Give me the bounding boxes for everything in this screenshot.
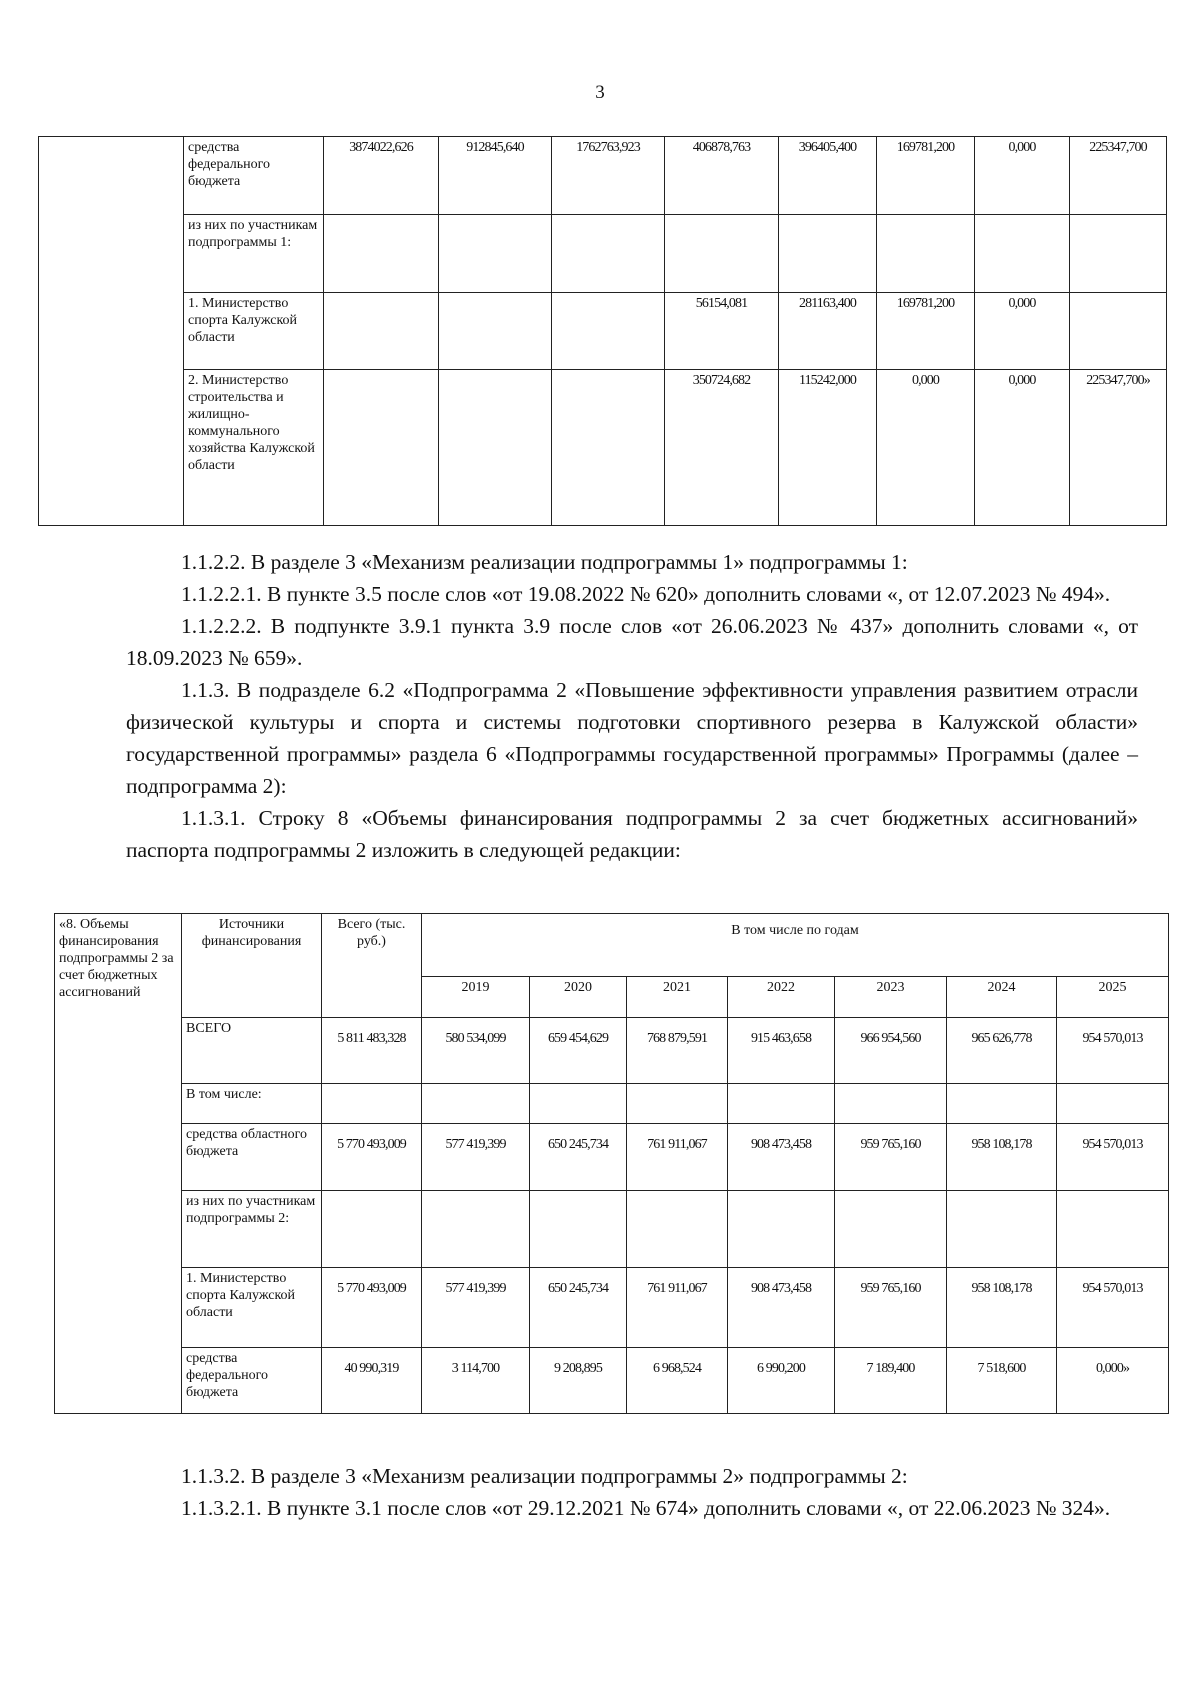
table2-cell: 580 534,099 (422, 1018, 530, 1084)
table1-row (39, 293, 1167, 370)
table2-cell: 958 108,178 (947, 1268, 1057, 1348)
table2-row-header: «8. Объемы финансирования подпрограммы 2 за счет бюджетных ассигнований (55, 914, 182, 1414)
table2-year-header: 2020 (530, 977, 627, 1018)
table2-cell (835, 1191, 947, 1268)
table1-cell (552, 293, 665, 370)
table1-cell: 0,000 (975, 137, 1070, 215)
table2-cell (1057, 1191, 1169, 1268)
table2-total-cell: 5 770 493,009 (322, 1124, 422, 1191)
table1-row (39, 137, 1167, 215)
table2-col-by-years: В том числе по годам (422, 914, 1169, 977)
page-number: 3 (595, 82, 605, 103)
table1-cell (1070, 215, 1167, 293)
table2-cell: 768 879,591 (627, 1018, 728, 1084)
paragraph: 1.1.2.2.1. В пункте 3.5 после слов «от 19.08.2022 № 620» дополнить словами «, от 12.07.2023 № 494». (181, 582, 1111, 606)
table1-cell (975, 215, 1070, 293)
table2-cell: 959 765,160 (835, 1268, 947, 1348)
table2-row (55, 1268, 1169, 1348)
table2-total-cell: 40 990,319 (322, 1348, 422, 1414)
table2-row (55, 1018, 1169, 1084)
table2-cell: 9 208,895 (530, 1348, 627, 1414)
table1-cell: 56154,081 (665, 293, 779, 370)
table2-row-label: В том числе: (182, 1084, 322, 1124)
table1-cell (324, 293, 439, 370)
table2-cell: 954 570,013 (1057, 1268, 1169, 1348)
table2-cell: 650 245,734 (530, 1268, 627, 1348)
paragraph: 1.1.3. В подразделе 6.2 «Подпрограмма 2 «Повышение эффективности управления развитием отрасли физической культуры и спорта и системы подготовки спортивного резерва в Калужской области» государственной программы» раздела 6 «Подпрограммы государственной программы» Программы (далее – подпрограмма 2): (126, 678, 1138, 798)
table1-cell (877, 215, 975, 293)
table1-cell: 396405,400 (779, 137, 877, 215)
table1-cell: 1762763,923 (552, 137, 665, 215)
table2-cell: 761 911,067 (627, 1268, 728, 1348)
table2-cell (627, 1191, 728, 1268)
table2-cell: 959 765,160 (835, 1124, 947, 1191)
table2-total-cell: 5 811 483,328 (322, 1018, 422, 1084)
table2-cell (422, 1084, 530, 1124)
paragraph: 1.1.3.2.1. В пункте 3.1 после слов «от 29.12.2021 № 674» дополнить словами «, от 22.06.2023 № 324». (181, 1496, 1111, 1520)
table2-cell (728, 1191, 835, 1268)
table2-cell: 908 473,458 (728, 1124, 835, 1191)
table2-row (55, 1348, 1169, 1414)
table2-cell (627, 1084, 728, 1124)
table1-empty-first-column (39, 137, 184, 526)
table1-row-label: средства федерального бюджета (184, 137, 324, 215)
table1-cell: 169781,200 (877, 137, 975, 215)
table2-cell: 659 454,629 (530, 1018, 627, 1084)
table2-row-label: средства областного бюджета (182, 1124, 322, 1191)
table1-cell: 115242,000 (779, 370, 877, 526)
table2-cell: 3 114,700 (422, 1348, 530, 1414)
table2-col-source: Источники финансирования (182, 914, 322, 1018)
funding-table-subprogram-2 (54, 913, 1169, 1414)
paragraph: 1.1.2.2. В разделе 3 «Механизм реализации подпрограммы 1» подпрограммы 1: (181, 550, 908, 574)
table1-cell: 225347,700 (1070, 137, 1167, 215)
table1-cell (552, 370, 665, 526)
table2-cell: 650 245,734 (530, 1124, 627, 1191)
table2-row-label: средства федерального бюджета (182, 1348, 322, 1414)
table2-total-cell (322, 1084, 422, 1124)
table2-cell (530, 1084, 627, 1124)
table1-cell: 0,000 (975, 293, 1070, 370)
paragraphs-block-1 (126, 546, 1138, 866)
table2-cell (728, 1084, 835, 1124)
paragraph: 1.1.2.2.2. В подпункте 3.9.1 пункта 3.9 после слов «от 26.06.2023 № 437» дополнить словами «, от 18.09.2023 № 659». (126, 614, 1138, 670)
table1-cell (779, 215, 877, 293)
table1-cell (324, 370, 439, 526)
table2-year-header: 2024 (947, 977, 1057, 1018)
table2-col-total: Всего (тыс. руб.) (322, 914, 422, 1018)
table1-cell (552, 215, 665, 293)
table2-cell: 577 419,399 (422, 1268, 530, 1348)
table2-row (55, 1191, 1169, 1268)
table1-row (39, 215, 1167, 293)
table2-year-header: 2023 (835, 977, 947, 1018)
table2-cell: 0,000» (1057, 1348, 1169, 1414)
table2-cell: 6 990,200 (728, 1348, 835, 1414)
table1-row-label: 2. Министерство строительства и жилищно-коммунального хозяйства Калужской области (184, 370, 324, 526)
table1-row-label: 1. Министерство спорта Калужской области (184, 293, 324, 370)
table1-cell: 281163,400 (779, 293, 877, 370)
table2-row-label: 1. Министерство спорта Калужской области (182, 1268, 322, 1348)
table1-cell: 3874022,626 (324, 137, 439, 215)
table2-year-header: 2025 (1057, 977, 1169, 1018)
table2-row-label: ВСЕГО (182, 1018, 322, 1084)
table1-cell: 912845,640 (439, 137, 552, 215)
table2-total-cell (322, 1191, 422, 1268)
table2-row (55, 1124, 1169, 1191)
funding-table-subprogram-1 (38, 136, 1167, 526)
table2-header-row (55, 914, 1169, 977)
table1-cell (439, 293, 552, 370)
table2-cell (947, 1191, 1057, 1268)
table1-cell: 406878,763 (665, 137, 779, 215)
table2-cell: 954 570,013 (1057, 1018, 1169, 1084)
table2-cell: 954 570,013 (1057, 1124, 1169, 1191)
table1-row (39, 370, 1167, 526)
table1-cell (324, 215, 439, 293)
table2-cell: 761 911,067 (627, 1124, 728, 1191)
table1-cell (1070, 293, 1167, 370)
table2-cell (1057, 1084, 1169, 1124)
table2-cell: 958 108,178 (947, 1124, 1057, 1191)
table2-cell (422, 1191, 530, 1268)
table2-cell: 966 954,560 (835, 1018, 947, 1084)
table1-cell (439, 215, 552, 293)
table2-cell: 7 518,600 (947, 1348, 1057, 1414)
paragraph: 1.1.3.1. Строку 8 «Объемы финансирования подпрограммы 2 за счет бюджетных ассигнований» паспорта подпрограммы 2 изложить в следующей редакции: (126, 806, 1138, 862)
table1-cell: 225347,700» (1070, 370, 1167, 526)
table2-year-header: 2019 (422, 977, 530, 1018)
table2-cell: 915 463,658 (728, 1018, 835, 1084)
table1-cell: 0,000 (975, 370, 1070, 526)
table2-total-cell: 5 770 493,009 (322, 1268, 422, 1348)
table2-cell: 6 968,524 (627, 1348, 728, 1414)
table1-cell: 0,000 (877, 370, 975, 526)
table2-year-header: 2022 (728, 977, 835, 1018)
table2-cell (835, 1084, 947, 1124)
table2-row-label: из них по участникам подпрограммы 2: (182, 1191, 322, 1268)
table2-row (55, 1084, 1169, 1124)
table1-row-label: из них по участникам подпрограммы 1: (184, 215, 324, 293)
table1-cell (439, 370, 552, 526)
paragraphs-block-2 (126, 1460, 1138, 1524)
table2-year-header: 2021 (627, 977, 728, 1018)
table2-cell: 577 419,399 (422, 1124, 530, 1191)
table1-cell: 169781,200 (877, 293, 975, 370)
table2-cell: 965 626,778 (947, 1018, 1057, 1084)
table2-cell: 908 473,458 (728, 1268, 835, 1348)
table1-cell (665, 215, 779, 293)
table2-cell: 7 189,400 (835, 1348, 947, 1414)
table2-cell (530, 1191, 627, 1268)
table2-cell (947, 1084, 1057, 1124)
paragraph: 1.1.3.2. В разделе 3 «Механизм реализации подпрограммы 2» подпрограммы 2: (181, 1464, 908, 1488)
table1-cell: 350724,682 (665, 370, 779, 526)
